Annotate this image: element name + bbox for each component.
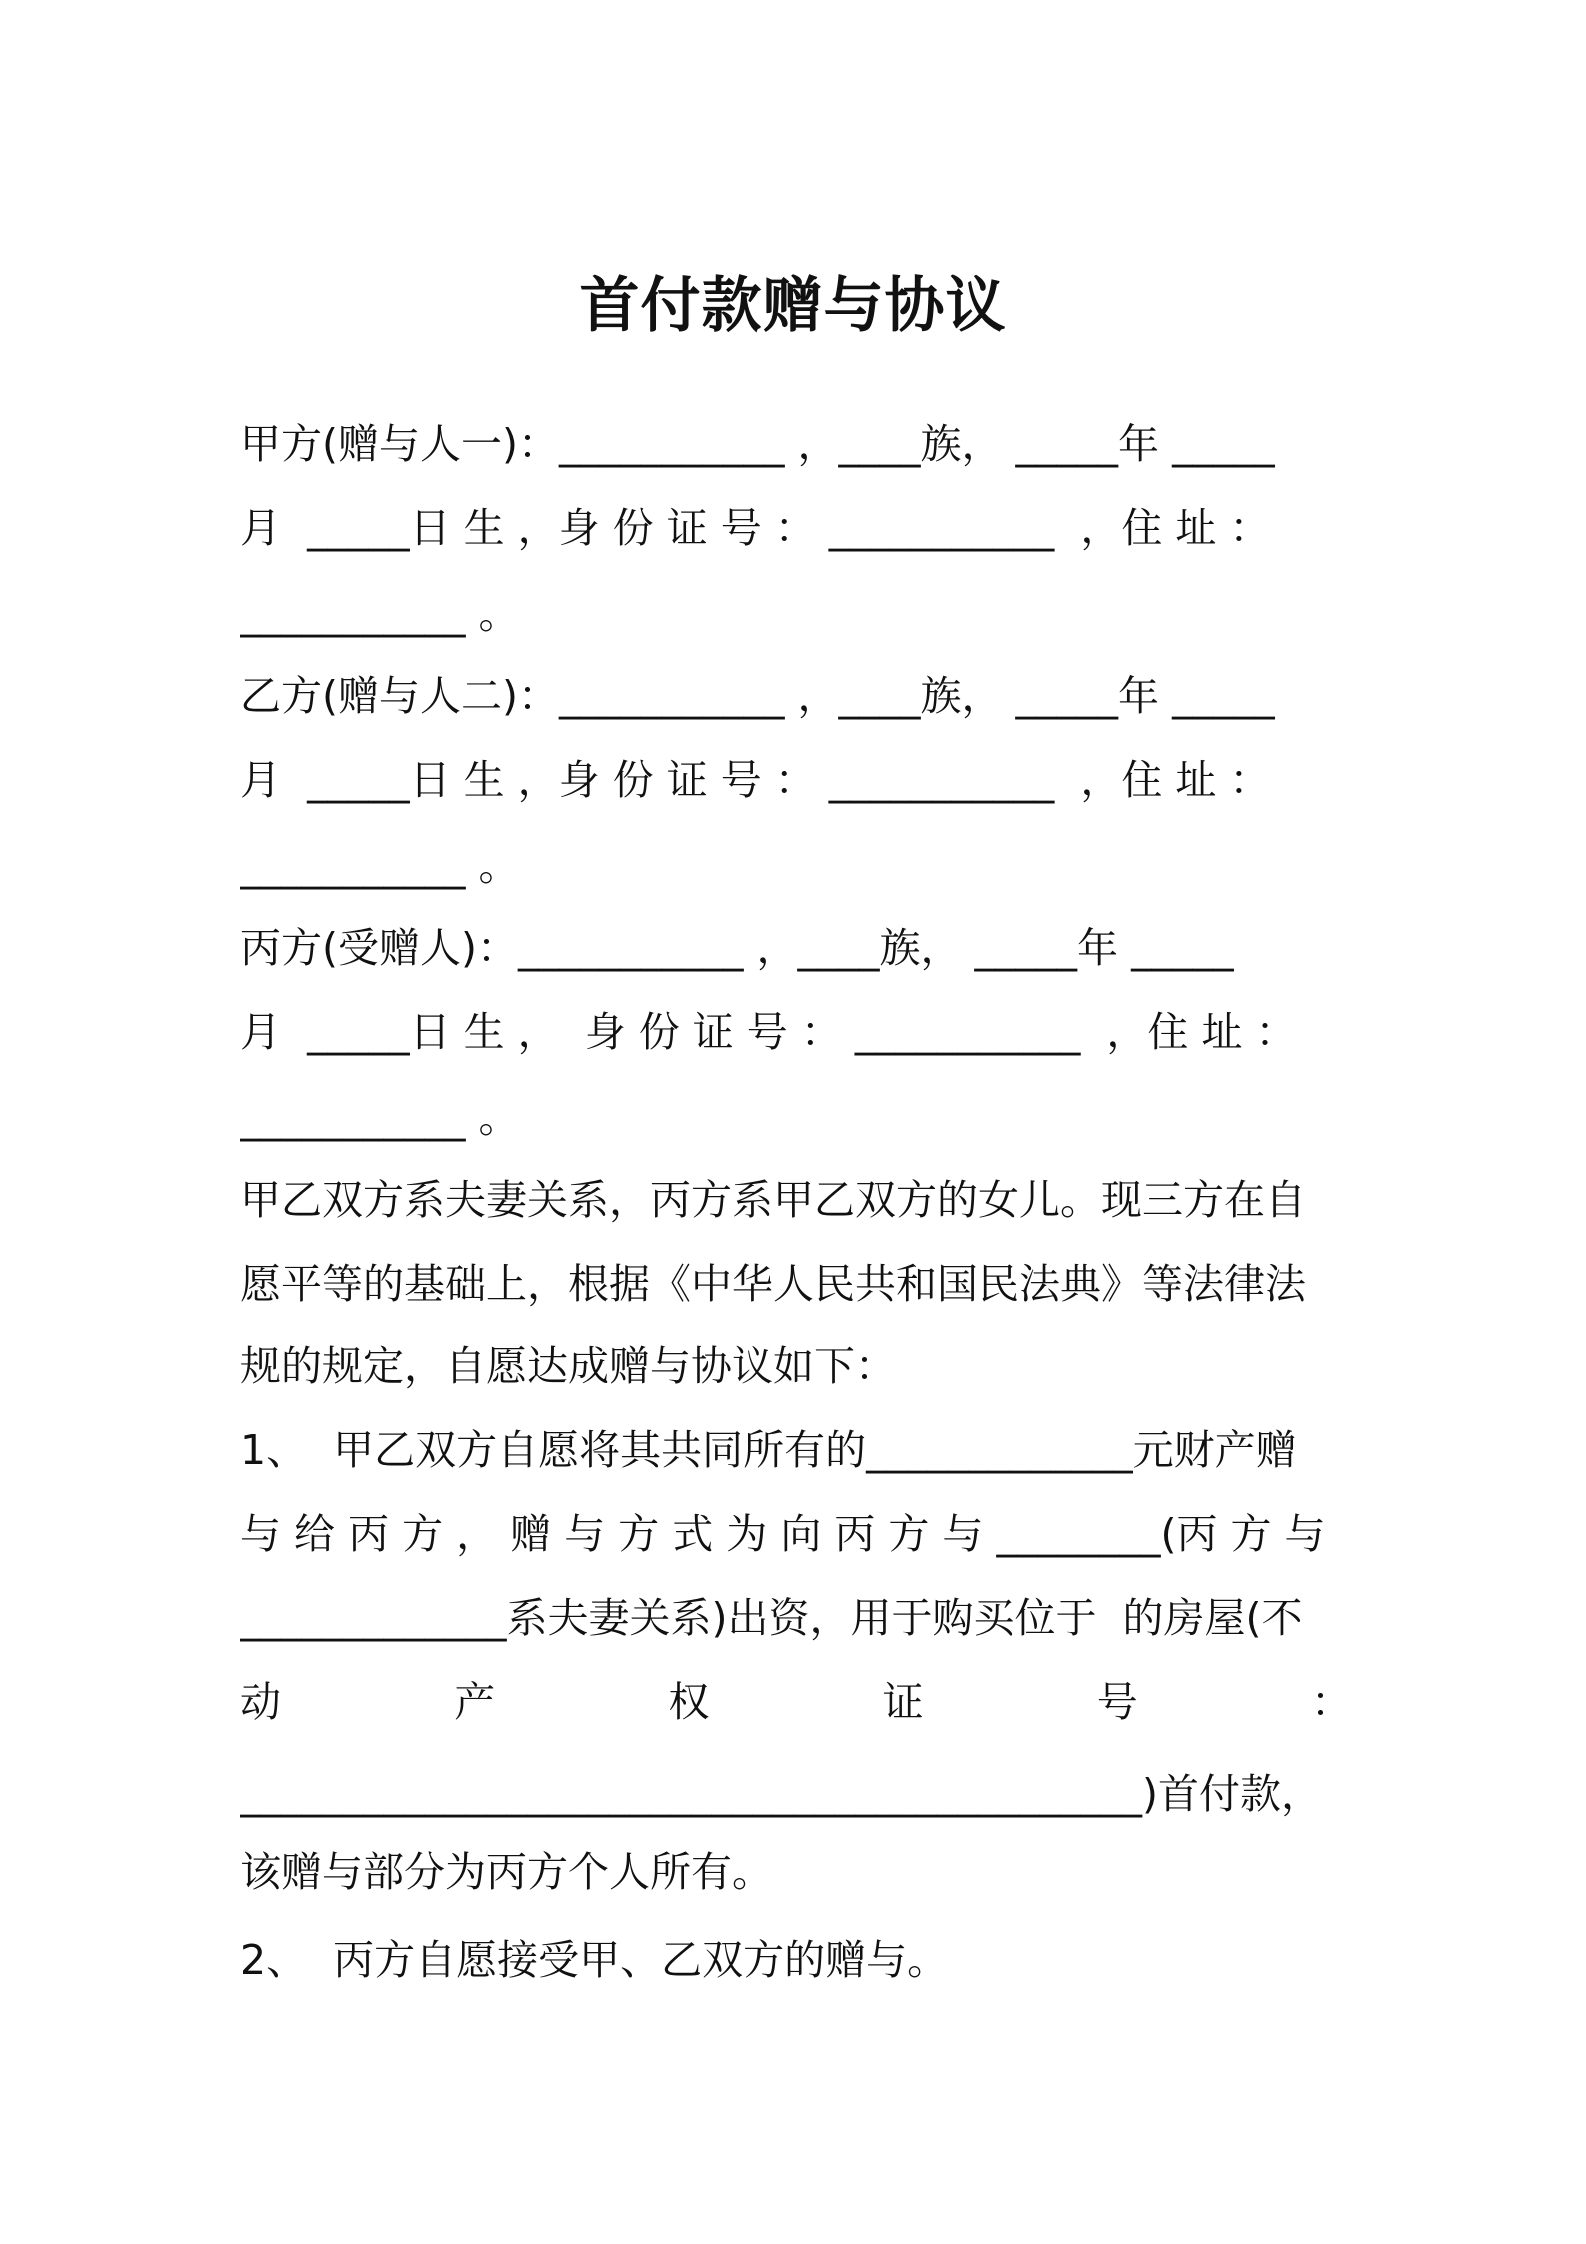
clause-1-line-5: ____________________________________________)首付款， (240, 1770, 1322, 1818)
party-c-line-2: 月 _____日 生 ， 身 份 证 号 ： ___________ ，住 址 ： (240, 1008, 1297, 1056)
spaced-char: 号 (1096, 1678, 1138, 1726)
party-a-line-1: 甲方(赠与人一)：___________ ，____族， _____年 _____ (240, 420, 1275, 468)
clause-1-line-4 (240, 1676, 1352, 1728)
party-b-line-1: 乙方(赠与人二)：___________ ，____族， _____年 _____ (240, 672, 1275, 720)
spaced-char: ： (1310, 1678, 1352, 1726)
clause-1-line-1: 1、 甲乙双方自愿将其共同所有的_____________元财产赠 (240, 1426, 1297, 1474)
spaced-char: 证 (882, 1678, 924, 1726)
party-a-line-3: ___________ 。 (240, 590, 520, 638)
preamble-line-3: 规的规定，自愿达成赠与协议如下： (240, 1342, 896, 1390)
clause-1-line-6: 该赠与部分为丙方个人所有。 (240, 1848, 773, 1896)
party-b-line-2: 月 _____日 生 ，身 份 证 号 ： ___________ ，住 址 ： (240, 756, 1271, 804)
spaced-char: 权 (668, 1678, 710, 1726)
party-c-line-3: ___________ 。 (240, 1094, 520, 1142)
clause-1-line-3: _____________系夫妻关系)出资，用于购买位于 的房屋(不 (240, 1594, 1303, 1642)
spaced-char: 产 (454, 1678, 496, 1726)
party-b-line-3: ___________ 。 (240, 842, 520, 890)
preamble-line-1: 甲乙双方系夫妻关系，丙方系甲乙双方的女儿。现三方在自 (240, 1176, 1306, 1224)
party-a-line-2: 月 _____日 生 ，身 份 证 号 ： ___________ ，住 址 ： (240, 504, 1271, 552)
clause-1-line-2: 与 给 丙 方 ， 赠 与 方 式 为 向 丙 方 与 ________(丙 方 与 (240, 1510, 1326, 1558)
preamble-line-2: 愿平等的基础上，根据《中华人民共和国民法典》等法律法 (240, 1260, 1306, 1308)
spaced-char: 动 (240, 1678, 281, 1726)
party-c-line-1: 丙方(受赠人)：___________ ，____族， _____年 _____ (240, 924, 1234, 972)
document-title: 首付款赠与协议 (579, 271, 1007, 341)
clause-2-line-1: 2、 丙方自愿接受甲、乙双方的赠与。 (240, 1936, 949, 1984)
